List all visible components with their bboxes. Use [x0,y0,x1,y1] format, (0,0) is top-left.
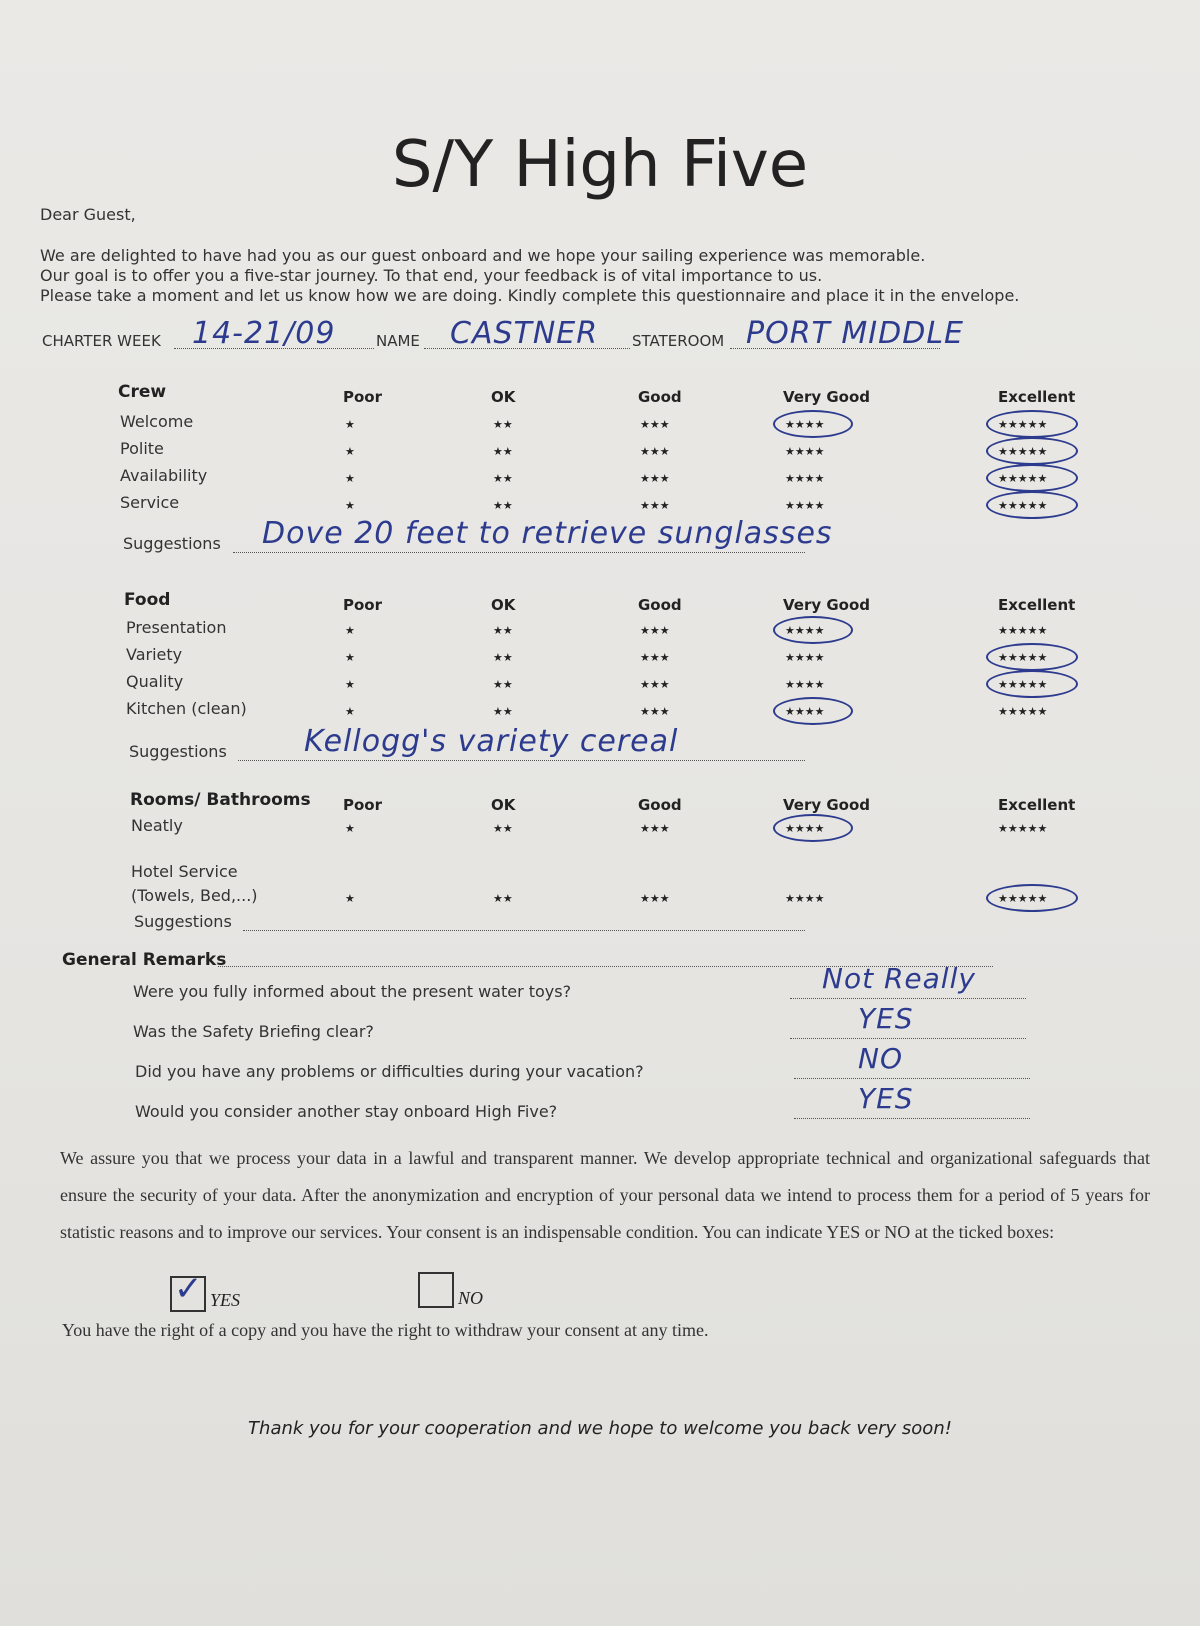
rating-column-header: Good [638,596,682,614]
star-rating-option[interactable]: ★★★ [640,705,670,718]
selected-rating-circle [986,670,1078,698]
star-rating-option[interactable]: ★★ [493,822,513,835]
star-rating-option[interactable]: ★★★ [640,418,670,431]
star-rating-option[interactable]: ★★★★ [785,678,825,691]
rating-column-header: Very Good [783,388,871,406]
star-rating-option[interactable]: ★ [345,472,355,485]
star-rating-option[interactable]: ★ [345,678,355,691]
rating-row-label: Neatly [131,816,183,835]
star-rating-option[interactable]: ★★ [493,705,513,718]
star-rating-option[interactable]: ★★★★ [785,418,825,431]
charter-week-field[interactable]: 14-21/09 [192,316,336,351]
star-rating-option[interactable]: ★★★★★ [998,678,1048,691]
selected-rating-circle [986,491,1078,519]
general-answer-field[interactable]: YES [858,1082,914,1115]
privacy-statement: We assure you that we process your data in a lawful and transparent manner. We develop appropriate technical and organizational safeguards that ensure the security of your data. After the anonymization and encryption of your personal data we intend to process them for a period of 5 years for statistic reasons and to improve our services. Your consent is an indispensable condition. You can indicate YES or NO at the ticked boxes: [60,1148,1150,1242]
rating-row-sublabel: (Towels, Bed,...) [131,886,258,905]
star-rating-option[interactable]: ★★★ [640,822,670,835]
stateroom-field[interactable]: PORT MIDDLE [746,316,965,351]
star-rating-option[interactable]: ★★ [493,472,513,485]
rating-column-header: OK [491,796,516,814]
rating-column-header: Poor [343,596,383,614]
answer-line [790,1038,1026,1039]
star-rating-option[interactable]: ★★ [493,624,513,637]
star-rating-option[interactable]: ★★★★★ [998,445,1048,458]
general-remarks-title: General Remarks [62,950,227,970]
star-rating-option[interactable]: ★★★ [640,624,670,637]
star-rating-option[interactable]: ★★★★★ [998,499,1048,512]
star-rating-option[interactable]: ★ [345,499,355,512]
star-rating-option[interactable]: ★★★★★ [998,651,1048,664]
rating-row-label: Quality [126,672,184,691]
rating-column-header: OK [491,596,516,614]
selected-rating-circle [986,437,1078,465]
star-rating-option[interactable]: ★★★★ [785,651,825,664]
selected-rating-circle [986,884,1078,912]
rating-column-header: Very Good [783,596,871,614]
rating-column-header: Very Good [783,796,871,814]
intro-text [40,246,1160,306]
consent-yes-label: YES [210,1290,241,1310]
selected-rating-circle [773,814,853,842]
star-rating-option[interactable]: ★ [345,651,355,664]
rating-column-header: Poor [343,796,383,814]
suggestions-field[interactable]: Kellogg's variety cereal [304,724,679,759]
rating-column-header: OK [491,388,516,406]
star-rating-option[interactable]: ★★★★ [785,499,825,512]
selected-rating-circle [986,643,1078,671]
rating-row-label: Kitchen (clean) [126,699,247,718]
intro-line: Our goal is to offer you a five-star journey. To that end, your feedback is of vital importance to us. [40,266,823,285]
rating-row-label: Variety [126,645,183,664]
star-rating-option[interactable]: ★★★★ [785,892,825,905]
rating-column-header: Excellent [998,596,1076,614]
consent-no-checkbox[interactable] [418,1272,454,1308]
star-rating-option[interactable]: ★★ [493,651,513,664]
star-rating-option[interactable]: ★★★★ [785,822,825,835]
rating-row-label: Hotel Service [131,862,238,881]
star-rating-option[interactable]: ★ [345,445,355,458]
rating-column-header: Excellent [998,388,1076,406]
star-rating-option[interactable]: ★★★★ [785,624,825,637]
rating-row-label: Welcome [120,412,194,431]
star-rating-option[interactable]: ★★ [493,499,513,512]
general-answer-field[interactable]: Not Really [822,962,976,995]
suggestions-label: Suggestions [123,534,221,553]
general-question: Were you fully informed about the present water toys? [133,982,572,1001]
star-rating-option[interactable]: ★ [345,822,355,835]
star-rating-option[interactable]: ★★ [493,678,513,691]
rating-column-header: Good [638,796,682,814]
selected-rating-circle [986,410,1078,438]
stateroom-label: STATEROOM [632,332,725,350]
star-rating-option[interactable]: ★★★★★ [998,624,1048,637]
rating-row-label: Availability [120,466,208,485]
suggestions-line [243,930,805,931]
check-mark-icon: ✓ [174,1269,203,1309]
rating-column-header: Excellent [998,796,1076,814]
star-rating-option[interactable]: ★★★ [640,651,670,664]
form-title: S/Y High Five [391,128,809,202]
general-question: Did you have any problems or difficulties during your vacation? [135,1062,644,1081]
rating-column-header: Poor [343,388,383,406]
star-rating-option[interactable]: ★ [345,624,355,637]
thank-you-message: Thank you for your cooperation and we hope to welcome you back very soon! [248,1418,952,1439]
rating-row-label: Presentation [126,618,227,637]
rating-column-header: Good [638,388,682,406]
name-field[interactable]: CASTNER [450,316,599,351]
star-rating-option[interactable]: ★ [345,418,355,431]
selected-rating-circle [986,464,1078,492]
selected-rating-circle [773,616,853,644]
star-rating-option[interactable]: ★★★★ [785,705,825,718]
selected-rating-circle [773,697,853,725]
suggestions-line [238,760,805,761]
star-rating-option[interactable]: ★★★★★ [998,418,1048,431]
star-rating-option[interactable]: ★★★★★ [998,892,1048,905]
rating-row-label: Polite [120,439,164,458]
star-rating-option[interactable]: ★★★ [640,445,670,458]
section-title: Rooms/ Bathrooms [130,790,311,810]
suggestions-label: Suggestions [129,742,227,761]
star-rating-option[interactable]: ★★★★ [785,472,825,485]
general-question: Would you consider another stay onboard High Five? [135,1102,558,1121]
answer-line [794,1078,1030,1079]
section-title: Crew [118,382,167,402]
star-rating-option[interactable]: ★★★ [640,678,670,691]
name-label: NAME [376,332,420,350]
suggestions-field[interactable]: Dove 20 feet to retrieve sunglasses [262,516,833,551]
consent-no-label: NO [458,1288,484,1308]
suggestions-line [233,552,805,553]
star-rating-option[interactable]: ★★★★★ [998,822,1048,835]
star-rating-option[interactable]: ★★★★ [785,445,825,458]
star-rating-option[interactable]: ★★★ [640,499,670,512]
rating-row-label: Service [120,493,180,512]
general-answer-field[interactable]: NO [858,1042,903,1075]
section-title: Food [124,590,171,610]
greeting: Dear Guest, [40,205,136,224]
rights-statement: You have the right of a copy and you have the right to withdraw your consent at any time. [62,1320,709,1340]
star-rating-option[interactable]: ★ [345,705,355,718]
header-fields [42,316,1162,362]
star-rating-option[interactable]: ★★ [493,418,513,431]
answer-line [790,998,1026,999]
general-question: Was the Safety Briefing clear? [133,1022,374,1041]
star-rating-option[interactable]: ★ [345,892,355,905]
suggestions-label: Suggestions [134,912,232,931]
star-rating-option[interactable]: ★★ [493,892,513,905]
selected-rating-circle [773,410,853,438]
intro-line: We are delighted to have had you as our guest onboard and we hope your sailing experience was memorable. [40,246,926,265]
star-rating-option[interactable]: ★★★★★ [998,472,1048,485]
star-rating-option[interactable]: ★★★★★ [998,705,1048,718]
intro-line: Please take a moment and let us know how we are doing. Kindly complete this questionnaire and place it in the envelope. [40,286,1020,305]
charter-week-label: CHARTER WEEK [42,332,161,350]
star-rating-option[interactable]: ★★ [493,445,513,458]
star-rating-option[interactable]: ★★★ [640,472,670,485]
star-rating-option[interactable]: ★★★ [640,892,670,905]
answer-line [794,1118,1030,1119]
general-answer-field[interactable]: YES [858,1002,914,1035]
